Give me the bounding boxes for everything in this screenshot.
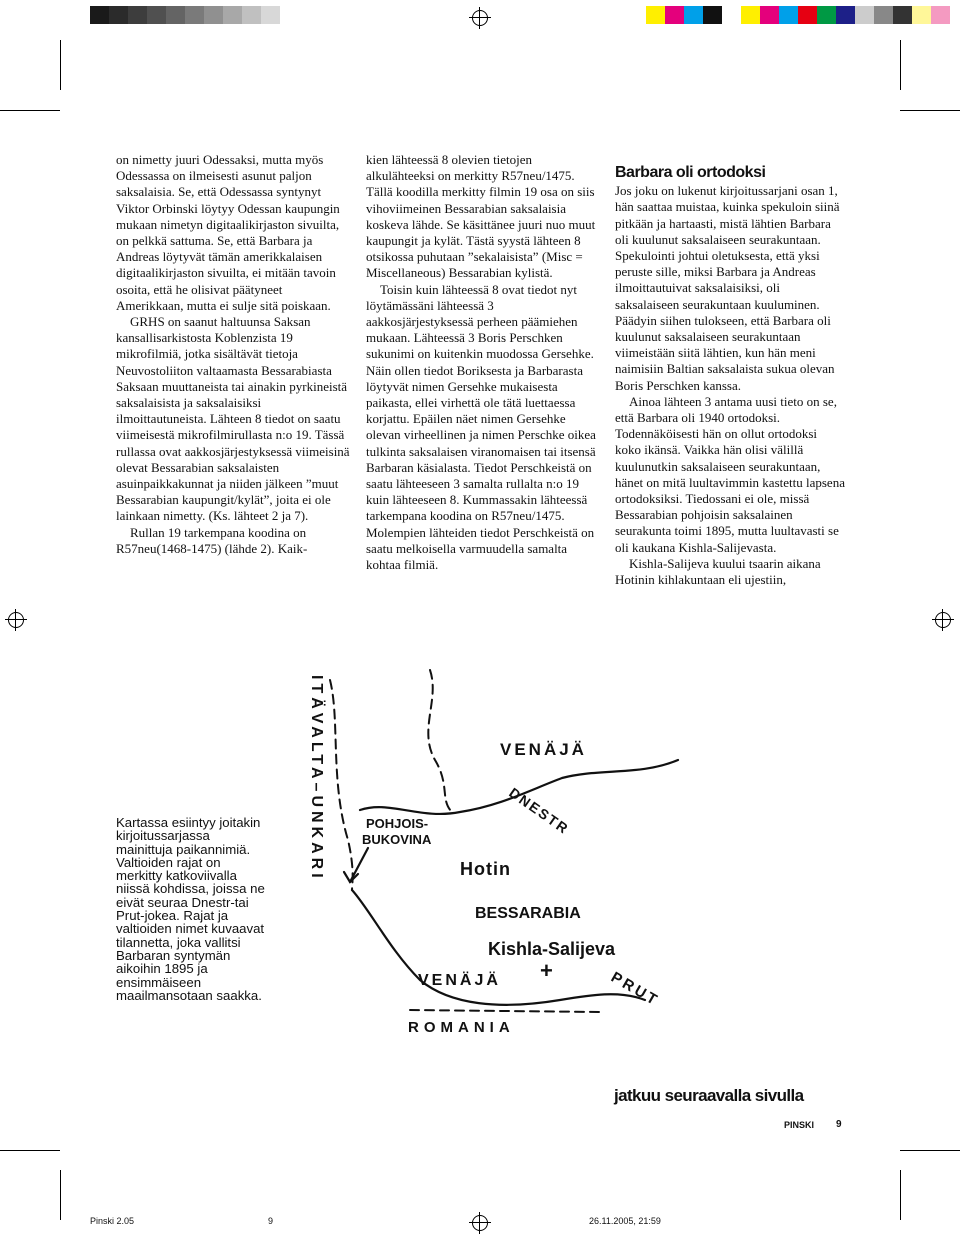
registration-mark-right	[935, 612, 951, 628]
calibration-swatch	[722, 6, 741, 24]
map-label-venaja-bottom: VENÄJÄ	[418, 972, 501, 989]
border-north	[428, 670, 452, 812]
calibration-swatch	[912, 6, 931, 24]
calibration-swatch	[185, 6, 204, 24]
calibration-swatch	[261, 6, 280, 24]
paragraph: Ainoa lähteen 3 antama uusi tieto on se, että Barbara oli 1940 ortodoksi. Todennäköisesti hän on ollut ortodoksi koko ikänsä. Vaikka hän olisi välillä kuulunutkin saksalaiseen seurakuntaan, hänet on mitä luultavimmin kastettu lapsena ortodoksiksi. Tiedossani ei ole, missä Bessarabian pohjoisin saksalainen seurakunta toimi 1895, mutta luultavasti se oli kaukana Kishla-Salijevasta.	[615, 393, 845, 555]
calibration-swatch	[798, 6, 817, 24]
crop-mark	[900, 40, 901, 90]
crop-mark	[900, 1170, 901, 1220]
map-label-itavalta-unkari: ITÄVALTA–UNKARI	[308, 675, 325, 882]
calibration-swatch	[90, 6, 109, 24]
text-column-2	[366, 152, 598, 573]
calibration-swatch	[646, 6, 665, 24]
calibration-swatch	[109, 6, 128, 24]
magazine-name: PINSKI	[784, 1120, 815, 1130]
map-caption: Kartassa esiintyy joitakin kirjoitussarjassa mainittuja paikannimiä. Valtioiden rajat on merkitty katkoviivalla niissä kohdissa, joissa ne eivät seuraa Dnestr-tai Prut-jokea. Rajat ja valtioiden nimet kuvaavat tilannetta, joka vallitsi Barbaran syntymän aikoihin 1895 ja ensimmäiseen maailmansotaan saakka.	[116, 815, 265, 1003]
map-label-bessarabia: BESSARABIA	[475, 905, 581, 922]
calibration-swatch	[760, 6, 779, 24]
text-column-1	[116, 152, 350, 557]
border-west	[330, 680, 353, 890]
grey-calibration-bar	[90, 6, 280, 24]
hand-drawn-map	[300, 660, 680, 1045]
slug-date: 26.11.2005, 21:59	[589, 1216, 661, 1226]
map-label-bukovina: BUKOVINA	[362, 832, 432, 847]
calibration-swatch	[242, 6, 261, 24]
map-label-dnestr: DNESTR	[506, 784, 573, 838]
color-calibration-bar	[646, 6, 950, 24]
paragraph: GRHS on saanut haltuunsa Saksan kansallisarkistosta Koblenzista 19 mikrofilmiä, jotka sisältävät tietoja Neuvostoliiton valtaamasta Bessarabiasta Saksaan muuttaneista tai ainakin pyrkineistä saksalaisista ja saksalaisiksi ilmoittautuneista. Lähteen 8 tiedot on saatu viimeisestä mikrofilmirullasta n:o 19. Tässä rullassa ovat aakkosjärjestyksessä viimeisinä olevat Bessarabian saksalaisten asuinpaikkakunnat ja niiden jälkeen ”muut Bessarabian kaupungit/kylät”, joita ei ole lainkaan nimetty. (Ks. lähteet 2 ja 7).	[116, 314, 350, 524]
calibration-swatch	[817, 6, 836, 24]
calibration-swatch	[893, 6, 912, 24]
registration-mark-left	[8, 612, 24, 628]
calibration-swatch	[665, 6, 684, 24]
calibration-swatch	[684, 6, 703, 24]
calibration-swatch	[204, 6, 223, 24]
paragraph: Jos joku on lukenut kirjoitussarjani osan 1, hän saattaa muistaa, kuinka spekuloin siinä pitkään ja hartaasti, mistä lähtien Barbara oli kuulunut saksalaiseen seurakuntaan. Spekulointi johtui oletuksesta, että yksi peruste sille, miksi Barbara ja Andreas ilmoittautuivat saksalaisiksi, oli saksalaiseen seurakuntaan kuuluminen. Päädyin siihen tulokseen, että Barbara oli kuulunut saksalaiseen seurakuntaan viimeistään siitä lähtien, kun hän meni naimisiin Baltian saksalaista sukua olevan Boris Perschken kanssa.	[615, 183, 840, 393]
section-heading: Barbara oli ortodoksi	[615, 164, 766, 181]
text-column-3	[615, 165, 845, 588]
calibration-swatch	[931, 6, 950, 24]
crop-mark	[60, 1170, 61, 1220]
calibration-swatch	[741, 6, 760, 24]
calibration-swatch	[128, 6, 147, 24]
registration-mark-bottom	[472, 1215, 488, 1231]
continued-notice: jatkuu seuraavalla sivulla	[614, 1086, 804, 1105]
paragraph: Rullan 19 tarkempana koodina on R57neu(1468-1475) (lähde 2). Kaik-	[116, 524, 308, 556]
paragraph: Kishla-Salijeva kuului tsaarin aikana Hotinin kihlakuntaan eli ujestiin,	[615, 555, 821, 588]
registration-mark-top	[472, 10, 488, 26]
map-label-hotin: Hotin	[460, 859, 511, 879]
page-number: 9	[836, 1119, 842, 1130]
crop-mark	[900, 110, 960, 111]
paragraph: Toisin kuin lähteessä 8 ovat tiedot nyt löytämässäni lähteessä 3 aakkosjärjestyksessä perheen päämiehen mukaan. Lähteessä 3 Boris Perschken sukunimi on kuitenkin muodossa Gersehke. Näin ollen tiedot Boriksesta ja Barbarasta löytyvät nimen Gersehke mukaisesta paikasta, ellei virhettä ole tätä luettaessa korjattu. Epäilen näet nimen Gersehke olevan virheellinen ja nimen Perschke oikea tulkinta saksalaisen viranomaisen tai itsensä Barbaran käsialasta. Tiedot Perschkeistä on saatu lähteeseen 3 samalta rullalta n:o 19 kuin lähteeseen 8. Kummassakin lähteessä tarkempana koodina on R57neu/1475. Molempien lähteiden tiedot Perschkeistä on saatu melkoisella varmuudella samalta kohtaa filmiä.	[366, 281, 596, 573]
map-cross-marker: +	[540, 958, 553, 983]
map-label-prut: PRUT	[608, 968, 663, 1010]
border-south	[410, 1010, 600, 1012]
map-label-pohjois: POHJOIS-	[366, 816, 429, 831]
slug-file: Pinski 2.05	[90, 1216, 135, 1226]
map-label-romania: ROMANIA	[408, 1019, 515, 1036]
calibration-swatch	[855, 6, 874, 24]
slug-page: 9	[268, 1216, 274, 1226]
calibration-swatch	[836, 6, 855, 24]
map-arrow-head	[344, 872, 358, 882]
calibration-swatch	[223, 6, 242, 24]
crop-mark	[0, 110, 60, 111]
calibration-swatch	[874, 6, 893, 24]
crop-mark	[60, 40, 61, 90]
calibration-swatch	[166, 6, 185, 24]
paragraph: on nimetty juuri Odessaksi, mutta myös Odessassa on ilmeisesti asunut paljon saksalaisia. Se, että Odessassa syntynyt Viktor Orbinski löytyy Odessan kaupungin mukaan nimetyn digitaalikirjaston sivuilta, on pelkkä sattuma. Se, että Barbara ja Andreas löytyvät tämän amerikkalaisen digitaalikirjaston sivuilta, ei mitään tavoin osoita, että he olisivat päätyneet Amerikkaan, mutta ei sulje sitä poiskaan.	[116, 152, 340, 313]
crop-mark	[0, 1150, 60, 1151]
map-label-venaja-top: VENÄJÄ	[500, 740, 587, 759]
map-label-kishla-salijeva: Kishla-Salijeva	[488, 939, 616, 959]
paragraph: kien lähteessä 8 olevien tietojen alkulähteeksi on merkitty R57neu/1475. Tällä koodilla merkitty filmin 19 osa on siis vihoviimeinen Bessarabian saksalaisia koskeva lähde. Se käsittänee juuri nuo muut kaupungit ja kylät. Tästä syystä lähteen 8 otsikossa puhutaan ”sekalaisista” (Misc = Miscellaneous) Bessarabian kylistä.	[366, 152, 596, 281]
calibration-swatch	[779, 6, 798, 24]
calibration-swatch	[147, 6, 166, 24]
calibration-swatch	[703, 6, 722, 24]
crop-mark	[900, 1150, 960, 1151]
